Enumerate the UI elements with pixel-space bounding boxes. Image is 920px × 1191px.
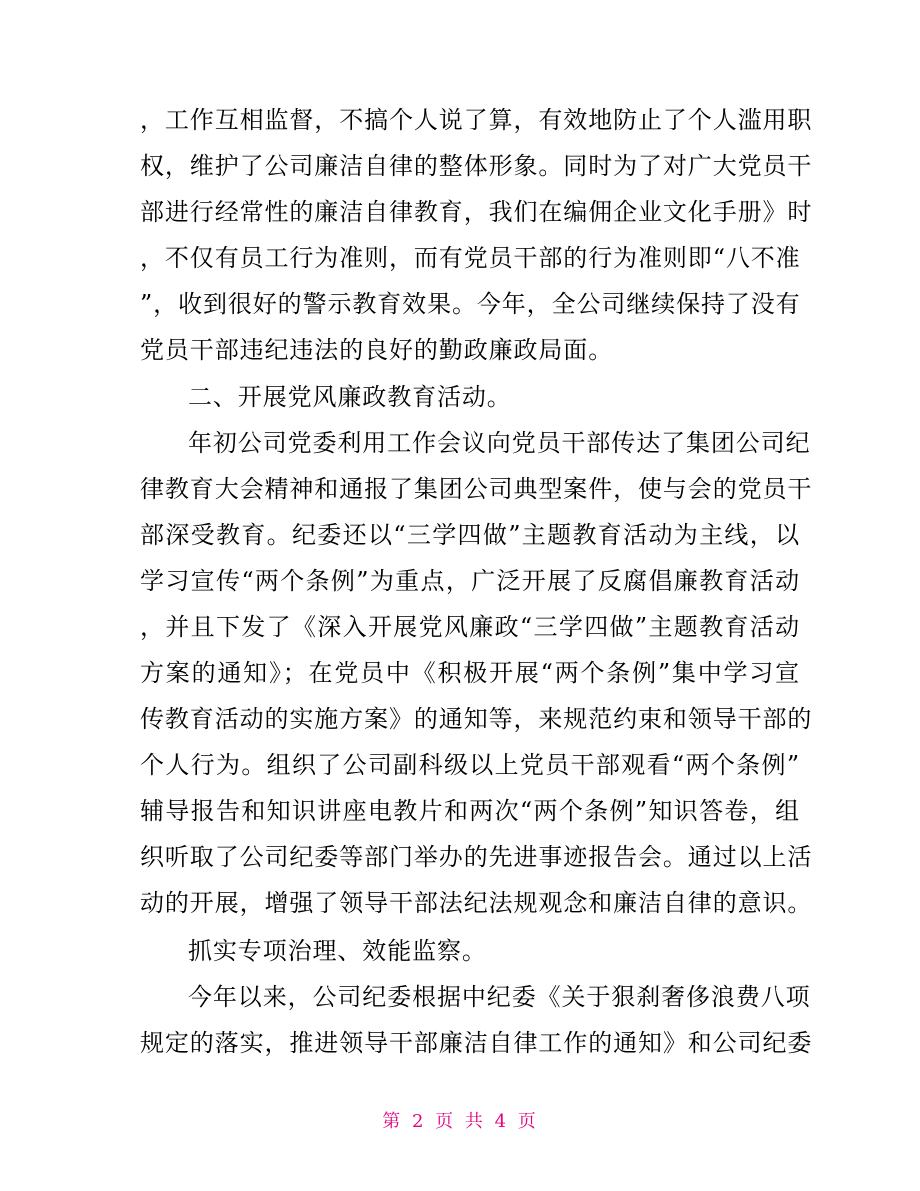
text-line: 辅导报告和知识讲座电教片和两次“两个条例”知识答卷，组 [140,797,800,825]
text-line: 方案的通知》；在党员中《积极开展“两个条例”集中学习宣 [140,659,800,687]
text-line: 部进行经常性的廉洁自律教育，我们在编佣企业文化手册》时 [140,198,813,226]
text-line: ，并且下发了《深入开展党风廉政“三学四做”主题教育活动 [140,613,800,641]
text-line: 党员干部违纪违法的良好的勤政廉政局面。 [140,336,614,364]
text-line: 规定的落实，推进领导干部廉洁自律工作的通知》和公司纪委 [140,1029,813,1057]
text-line: ，工作互相监督，不搞个人说了算，有效地防止了个人滥用职 [140,106,813,134]
page-footer: 第 2 页 共 4 页 [382,1111,538,1132]
text-line: 学习宣传“两个条例”为重点，广泛开展了反腐倡廉教育活动 [140,567,800,595]
text-line: ，不仅有员工行为准则，而有党员干部的行为准则即“八不准 [140,244,801,272]
paragraph-first-line: 年初公司党委利用工作会议向党员干部传达了集团公司纪 [188,429,811,457]
text-line: 部深受教育。纪委还以“三学四做”主题教育活动为主线，以 [140,521,800,549]
text-line: 权，维护了公司廉洁自律的整体形象。同时为了对广大党员干 [140,152,813,180]
section-heading: 抓实专项治理、效能监察。 [188,937,487,965]
section-heading: 二、开展党风廉政教育活动。 [188,383,512,411]
text-line: 个人行为。组织了公司副科级以上党员干部观看“两个条例” [140,751,800,779]
paragraph-first-line: 今年以来，公司纪委根据中纪委《关于狠刹奢侈浪费八项 [188,983,811,1011]
text-line: ”，收到很好的警示教育效果。今年，全公司继续保持了没有 [140,290,801,318]
text-line: 动的开展，增强了领导干部法纪法规观念和廉洁自律的意识。 [140,889,813,917]
text-line: 织听取了公司纪委等部门举办的先进事迹报告会。通过以上活 [140,843,813,871]
text-line: 传教育活动的实施方案》的通知等，来规范约束和领导干部的 [140,705,813,733]
text-line: 律教育大会精神和通报了集团公司典型案件，使与会的党员干 [140,475,813,503]
